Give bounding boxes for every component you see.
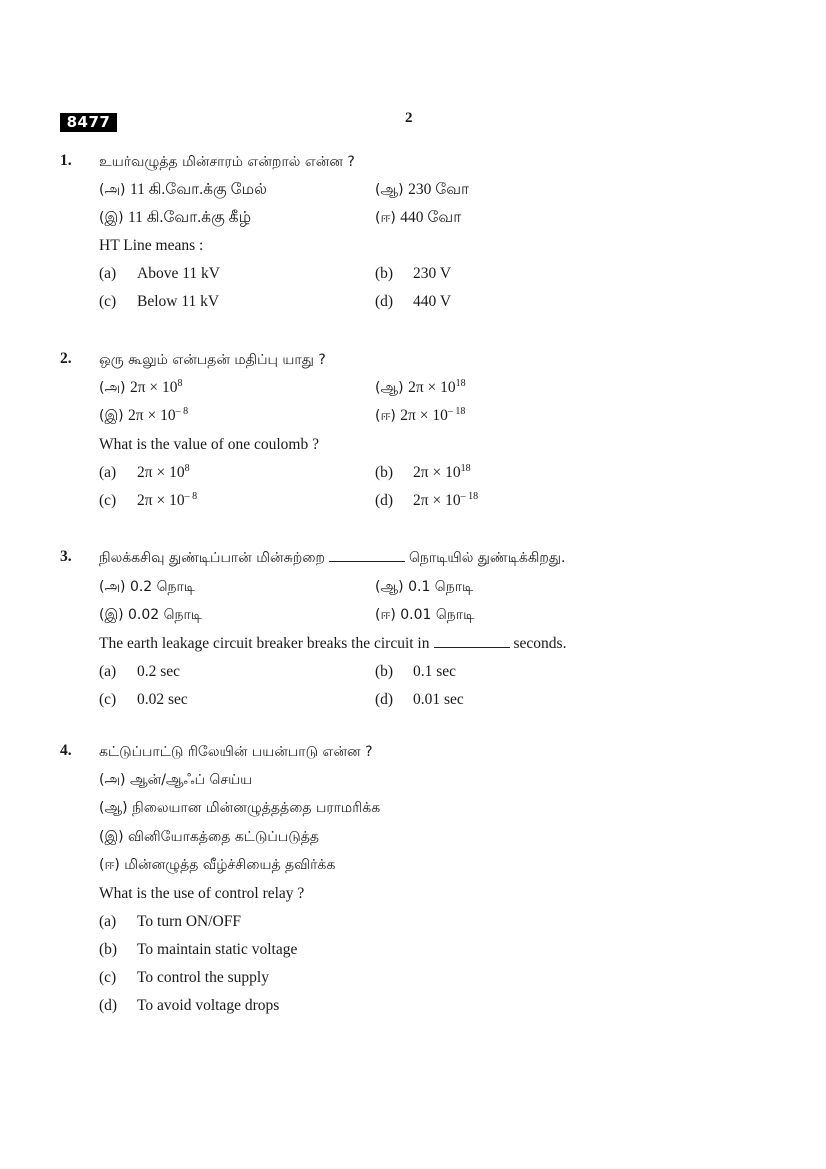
q2-ta-option-c: (இ) $2\pi \times 10^{- 8}$ [99,406,189,424]
question-4-tamil: கட்டுப்பாட்டு ரிலேயின் பயன்பாடு என்ன ? [99,744,373,760]
q3-ta-option-b: (ஆ) 0.1 நொடி [375,579,474,595]
paper-code-badge: 8477 [60,113,117,132]
q3-en-option-d: (d) 0.01 sec [375,691,464,708]
q2-en-option-c: (c) $2\pi \times 10^{- 8}$ [99,491,198,509]
question-2-english: What is the value of one coulomb ? [99,436,319,453]
question-1-number: 1. [60,152,72,169]
q3-ta-option-c: (இ) 0.02 நொடி [99,607,202,623]
q2-ta-option-d: (ஈ) $2\pi \times 10^{- 18}$ [375,406,466,424]
q3-en-option-c: (c) 0.02 sec [99,691,188,708]
answer-blank [329,549,405,562]
q1-en-option-a: (a) Above 11 kV [99,265,220,282]
q2-en-option-a: (a) $2\pi \times 10^8$ [99,463,190,481]
question-4-english: What is the use of control relay ? [99,885,305,902]
question-3-number: 3. [60,548,72,565]
q1-en-option-d: (d) 440 V [375,293,452,310]
q3-en-option-b: (b) 0.1 sec [375,663,457,680]
question-2-tamil: ஒரு கூலும் என்பதன் மதிப்பு யாது ? [99,352,326,368]
q4-ta-option-a: (அ) ஆன்/ஆஃப் செய்ய [99,772,253,788]
q1-ta-option-c: (இ) 11 கி.வோ.க்கு கீழ் [99,209,252,226]
q1-ta-option-b: (ஆ) 230 வோ [375,181,470,198]
q1-ta-option-d: (ஈ) 440 வோ [375,209,462,226]
question-3-tamil: நிலக்கசிவு துண்டிப்பான் மின்சுற்றை நொடியில் துண்டிக்கிறது. [99,550,566,566]
q4-en-option-a: (a) To turn ON/OFF [99,913,241,930]
q3-en-option-a: (a) 0.2 sec [99,663,181,680]
q4-en-option-b: (b) To maintain static voltage [99,941,298,958]
q4-ta-option-b: (ஆ) நிலையான மின்னழுத்தத்தை பராமரிக்க [99,800,381,816]
q4-en-option-d: (d) To avoid voltage drops [99,997,280,1014]
q4-ta-option-c: (இ) வினியோகத்தை கட்டுப்படுத்த [99,829,319,845]
q2-ta-option-a: (அ) $2\pi \times 10^8$ [99,378,183,396]
question-2-number: 2. [60,350,72,367]
q1-en-option-c: (c) Below 11 kV [99,293,220,310]
q3-ta-option-a: (அ) 0.2 நொடி [99,579,195,595]
q3-ta-option-d: (ஈ) 0.01 நொடி [375,607,475,623]
question-3-english: The earth leakage circuit breaker breaks the circuit in seconds. [99,635,567,652]
q1-en-option-b: (b) 230 V [375,265,452,282]
q2-en-option-d: (d) $2\pi \times 10^{- 18}$ [375,491,479,509]
q1-ta-option-a: (அ) 11 கி.வோ.க்கு மேல் [99,181,267,198]
q4-ta-option-d: (ஈ) மின்னழுத்த வீழ்ச்சியைத் தவிர்க்க [99,857,336,873]
question-1-tamil: உயர்வழுத்த மின்சாரம் என்றால் என்ன ? [99,154,355,170]
q2-ta-option-b: (ஆ) $2\pi \times 10^{18}$ [375,378,466,396]
q2-en-option-b: (b) $2\pi \times 10^{18}$ [375,463,471,481]
q4-en-option-c: (c) To control the supply [99,969,269,986]
question-4-number: 4. [60,742,72,759]
page-number: 2 [405,110,413,126]
answer-blank [434,635,510,648]
question-1-english: HT Line means : [99,237,204,254]
